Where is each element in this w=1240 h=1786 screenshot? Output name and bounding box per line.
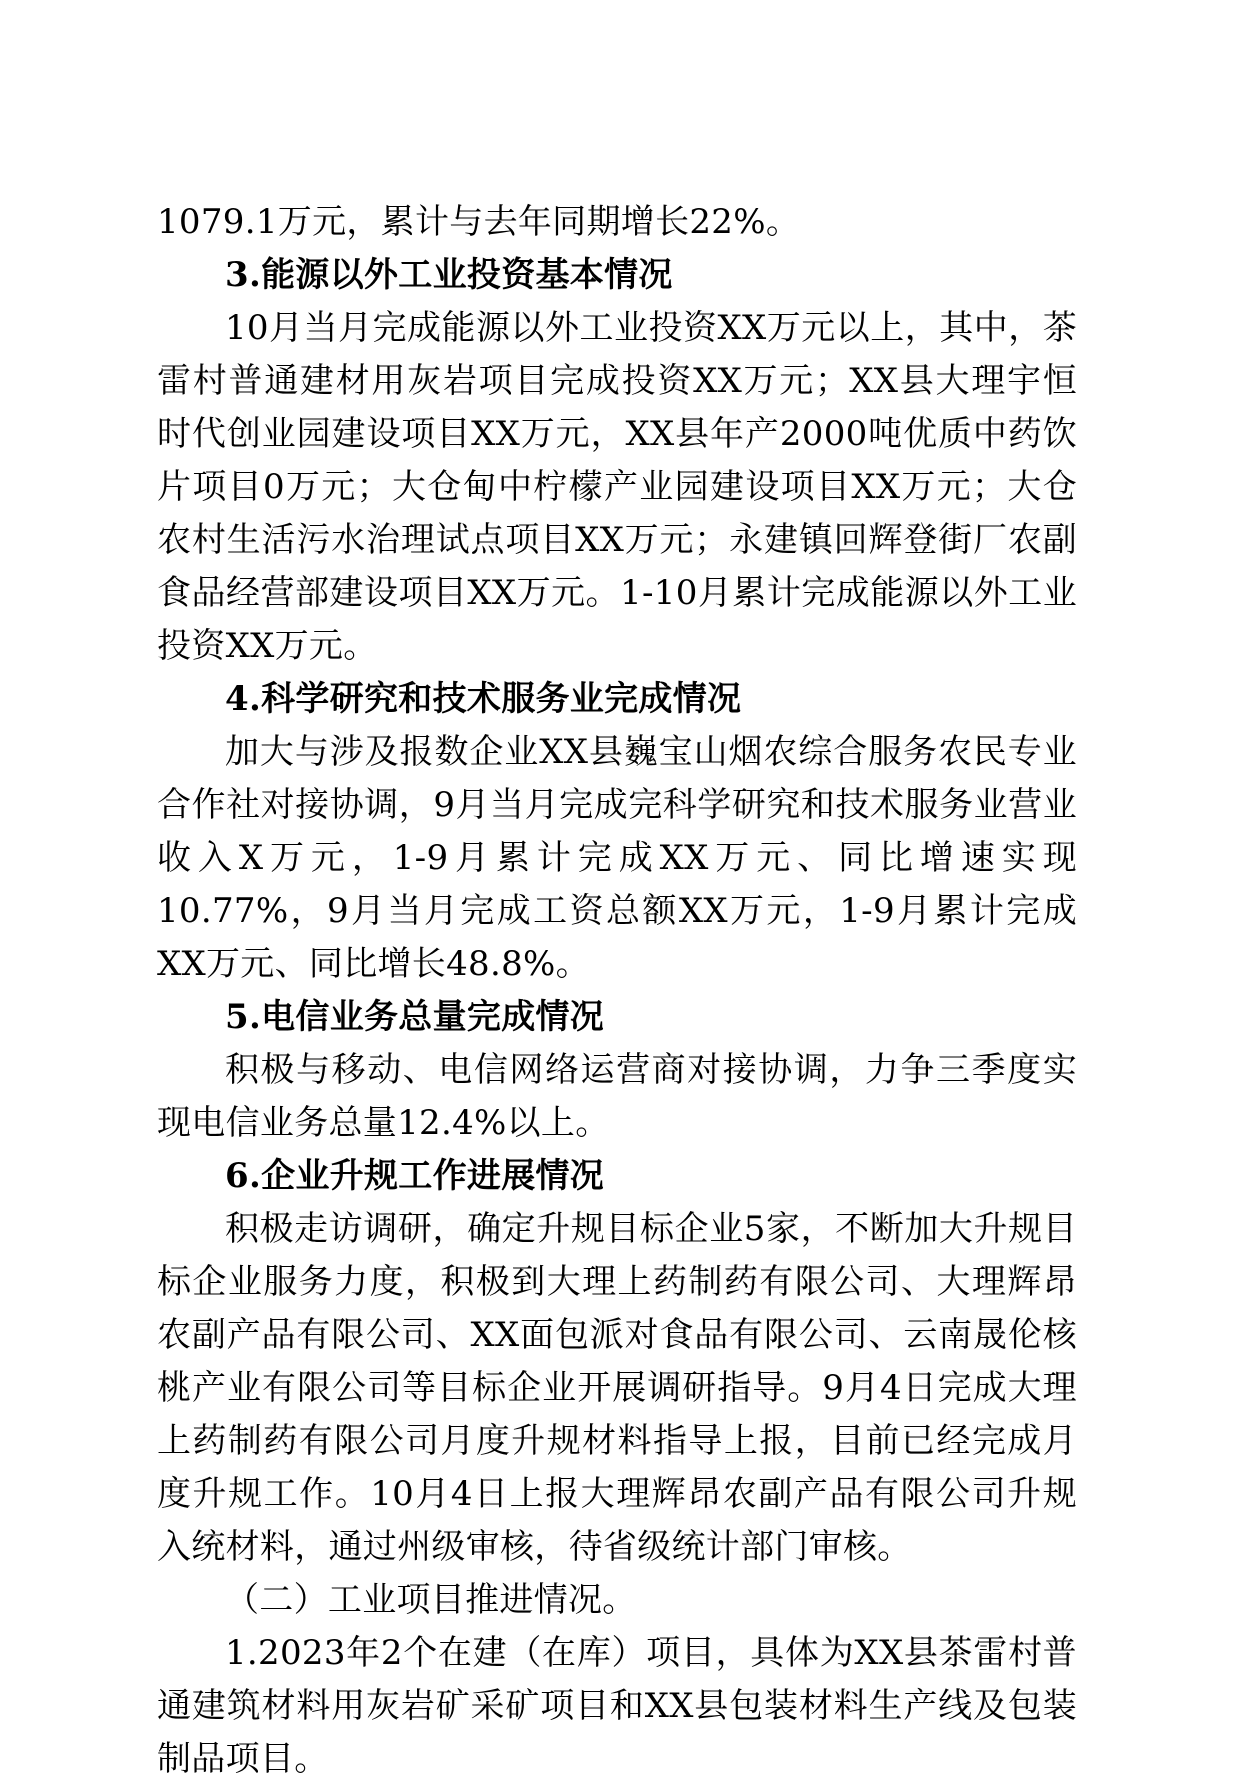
- paragraph-enterprise-upgrade: 积极走访调研，确定升规目标企业5家，不断加大升规目标企业服务力度，积极到大理上药制药有限公司、大理辉昂农副产品有限公司、XX面包派对食品有限公司、云南晟伦核桃产业有限公司等目标企业开展调研指导。9月4日完成大理上药制药有限公司月度升规材料指导上报，目前已经完成月度升规工作。10月4日上报大理辉昂农副产品有限公司升规入统材料，通过州级审核，待省级统计部门审核。: [157, 1209, 1077, 1567]
- section-heading-telecom: 5.电信业务总量完成情况: [225, 997, 605, 1037]
- subsection-heading-industrial-projects: （二）工业项目推进情况。: [225, 1580, 637, 1620]
- paragraph-telecom: 积极与移动、电信网络运营商对接协调，力争三季度实现电信业务总量12.4%以上。: [157, 1050, 1077, 1143]
- paragraph-energy-investment: 10月当月完成能源以外工业投资XX万元以上，其中，茶雷村普通建材用灰岩项目完成投资XX万元；XX县大理宇恒时代创业园建设项目XX万元，XX县年产2000吨优质中药饮片项目0万元；大仓甸中柠檬产业园建设项目XX万元；大仓农村生活污水治理试点项目XX万元；永建镇回辉登街厂农副食品经营部建设项目XX万元。1-10月累计完成能源以外工业投资XX万元。: [157, 308, 1077, 666]
- section-heading-science-research: 4.科学研究和技术服务业完成情况: [225, 679, 742, 719]
- paragraph-continuation: 1079.1万元，累计与去年同期增长22%。: [157, 202, 801, 242]
- paragraph-industrial-projects: 1.2023年2个在建（在库）项目，具体为XX县茶雷村普通建筑材料用灰岩矿采矿项目和XX县包装材料生产线及包装制品项目。: [157, 1633, 1077, 1779]
- document-body: [157, 196, 1077, 1786]
- section-heading-energy-investment: 3.能源以外工业投资基本情况: [225, 255, 673, 295]
- paragraph-science-research: 加大与涉及报数企业XX县巍宝山烟农综合服务农民专业合作社对接协调，9月当月完成完科学研究和技术服务业营业收入X万元，1-9月累计完成XX万元、同比增速实现10.77%，9月当月完成工资总额XX万元，1-9月累计完成XX万元、同比增长48.8%。: [157, 732, 1077, 984]
- section-heading-enterprise-upgrade: 6.企业升规工作进展情况: [225, 1156, 605, 1196]
